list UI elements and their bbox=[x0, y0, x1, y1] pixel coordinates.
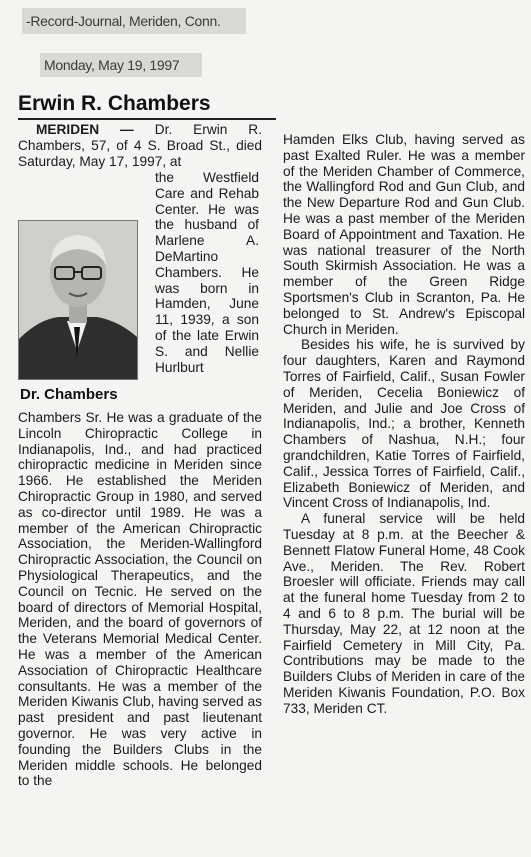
obituary-headline: Erwin R. Chambers bbox=[18, 92, 211, 115]
headline-rule bbox=[18, 118, 276, 120]
lead-paragraph-top bbox=[18, 122, 262, 169]
publication-date-label: Monday, May 19, 1997 bbox=[40, 53, 202, 77]
portrait-image bbox=[19, 221, 137, 379]
right-column bbox=[283, 132, 525, 716]
funeral-paragraph: A funeral service will be held Tuesday at 8 p.m. at the Beecher & Bennett Flatow Funeral Home, 48 Cook Ave., Meriden. The Rev. Robert Broesler will officiate. Friends may call at the funeral home Tuesday from 2 to 4 and 6 to 8 p.m. The burial will be Thursday, May 22, at 12 noon at the Fairfield Cemetery in Mill City, Pa. Contributions may be made to the Builders Clubs of Meriden in care of the Meriden Kiwanis Foundation, P.O. Box 733, Meriden CT. bbox=[283, 511, 525, 716]
left-column-text: Chambers Sr. He was a graduate of the Lincoln Chiropractic College in Indianapolis, Ind., and had practiced chiropractic medicine in Meriden since 1966. He established the Meriden Chiropractic Group in 1980, and served as co-director until 1989. He was a member of the American Chiropractic Association, the Meriden-Wallingford Chiropractic Association, the Council on Physiological Therapeutics, and the Council on Tecnic. He served on the board of directors of Memorial Hospital, Meriden, and the board of governors of the Veterans Memorial Medical Center. He was a member of the American Association of Chiropractic Healthcare consultants. He was a member of the Meriden Kiwanis Club, having served as past president and past lieutenant governor. He was very active in founding the Builders Clubs in the Meriden middle schools. He belonged to the bbox=[18, 410, 262, 789]
lead-text-top: Dr. Erwin R. Chambers, 57, of 4 S. Broad St., died Saturday, May 17, 1997, at bbox=[18, 122, 262, 169]
newspaper-source-label: -Record-Journal, Meriden, Conn. bbox=[22, 8, 246, 34]
lead-paragraph-wrap: the Westfield Care and Rehab Center. He was the husband of Marlene A. DeMartino Chambers. He was born in Hamden, June 11, 1939, a son of the late Erwin S. and Nellie Hurlburt bbox=[155, 170, 259, 375]
survivors-paragraph: Besides his wife, he is survived by four daughters, Karen and Raymond Torres of Fairfield, Calif., Susan Fowler of Meriden, Cecelia Boniewicz of Meriden, and Julie and Joe Cross of Indianapolis, Ind.; a brother, Kenneth Chambers of Nashua, N.H.; four grandchildren, Katie Torres of Fairfield, Calif., Jessica Torres of Fairfield, Calif., Elizabeth Boniewicz of Meriden, and Vincent Cross of Indianapolis, Ind. bbox=[283, 337, 525, 511]
portrait-photo bbox=[18, 220, 138, 380]
dateline: MERIDEN — bbox=[36, 122, 134, 137]
affiliations-paragraph: Hamden Elks Club, having served as past Exalted Ruler. He was a member of the Meriden Chamber of Commerce, the Wallingford Rod and Gun Club, and the New Departure Rod and Gun Club. He was a past member of the Meriden Board of Appointment and Taxation. He was national treasurer of the North South Skirmish Association. He was a member of the Green Ridge Sportsmen's Club in Scranton, Pa. He belonged to St. Andrew's Episcopal Church in Meriden. bbox=[283, 132, 525, 337]
photo-caption: Dr. Chambers bbox=[20, 386, 118, 403]
